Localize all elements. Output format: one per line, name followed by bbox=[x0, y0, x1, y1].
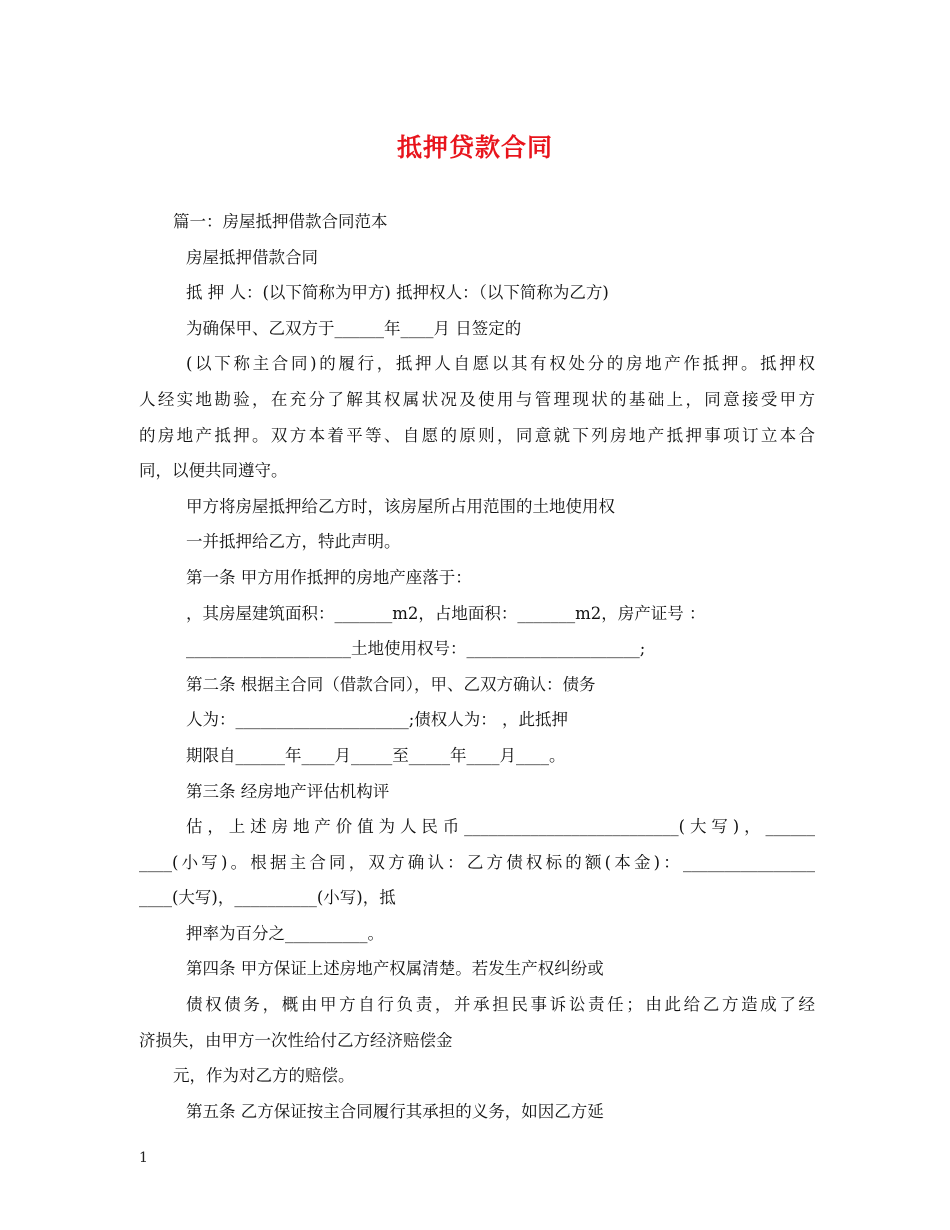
paragraph-line: 元，作为对乙方的赔偿。 bbox=[173, 1066, 355, 1086]
paragraph-line: 同，以便共同遵守。 bbox=[139, 461, 288, 481]
paragraph-line: 济损失，由甲方一次性给付乙方经济赔偿金 bbox=[139, 1030, 453, 1050]
paragraph-line: (以下称主合同)的履行，抵押人自愿以其有权处分的房地产作抵押。抵押权 bbox=[186, 354, 815, 374]
article-1-heading: 第一条 甲方用作抵押的房地产座落于： bbox=[186, 567, 472, 587]
paragraph-line: 人经实地勘验，在充分了解其权属状况及使用与管理现状的基础上，同意接受甲方 bbox=[139, 389, 815, 409]
paragraph-line: 期限自______年____月_____至_____年____月____。 bbox=[186, 745, 566, 765]
page-number: 1 bbox=[139, 1150, 148, 1166]
document-body bbox=[139, 204, 815, 1129]
paragraph-line: 估，上述房地产价值为人民币__________________________(大写)，______ bbox=[186, 817, 815, 837]
contract-name: 房屋抵押借款合同 bbox=[186, 247, 318, 267]
paragraph-line: 债权债务，概由甲方自行负责，并承担民事诉讼责任；由此给乙方造成了经 bbox=[186, 995, 815, 1015]
paragraph-line: 甲方将房屋抵押给乙方时，该房屋所占用范围的土地使用权 bbox=[186, 496, 615, 516]
parties-line: 抵 押 人：(以下简称为甲方) 抵押权人：（以下简称为乙方) bbox=[186, 283, 609, 303]
article-3-heading: 第三条 经房地产评估机构评 bbox=[186, 781, 390, 801]
paragraph-line: ____________________土地使用权号：_____________________; bbox=[186, 639, 646, 659]
paragraph-line: 一并抵押给乙方，特此声明。 bbox=[186, 532, 401, 552]
article-4-heading: 第四条 甲方保证上述房地产权属清楚。若发生产权纠纷或 bbox=[186, 959, 604, 979]
document-title: 抵押贷款合同 bbox=[396, 133, 553, 162]
paragraph-line: ____(大写)，__________(小写)，抵 bbox=[139, 888, 396, 908]
paragraph-line: 押率为百分之__________。 bbox=[186, 923, 384, 943]
paragraph-line: ____(小写)。根据主合同，双方确认：乙方债权标的额(本金)：________________ bbox=[139, 852, 815, 872]
paragraph-line: 为确保甲、乙双方于______年____月 日签定的 bbox=[186, 318, 522, 338]
paragraph-line: 的房地产抵押。双方本着平等、自愿的原则，同意就下列房地产抵押事项订立本合 bbox=[139, 425, 815, 445]
section-heading: 篇一：房屋抵押借款合同范本 bbox=[173, 212, 388, 231]
paragraph-line: 人为：_____________________;债权人为： ，此抵押 bbox=[186, 710, 569, 730]
article-2-heading: 第二条 根据主合同（借款合同），甲、乙双方确认：债务 bbox=[186, 674, 596, 694]
paragraph-line: ，其房屋建筑面积：_______m2，占地面积：_______m2，房产证号 ： bbox=[186, 603, 706, 623]
article-5-heading: 第五条 乙方保证按主合同履行其承担的义务，如因乙方延 bbox=[186, 1101, 604, 1121]
